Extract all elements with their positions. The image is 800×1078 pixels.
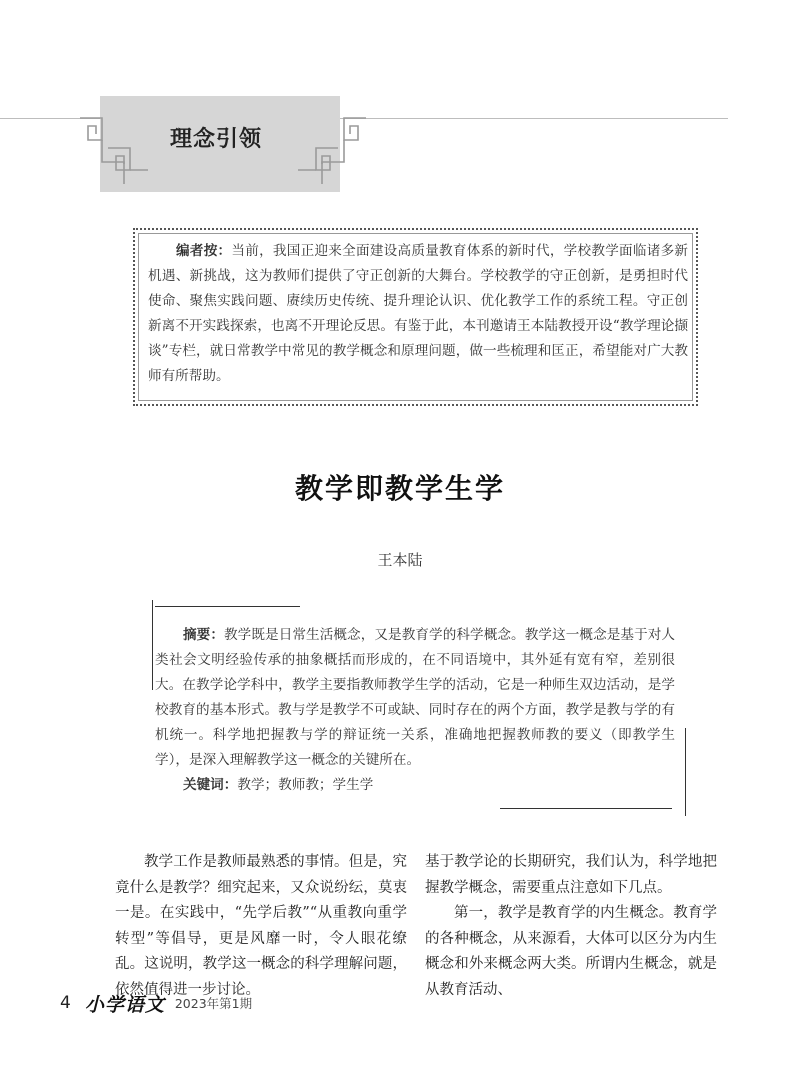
keywords	[183, 773, 373, 793]
article-title: 教学即教学生学	[294, 472, 505, 505]
abstract-rule-right	[685, 728, 686, 816]
abstract-rule-bottom	[500, 808, 672, 809]
editor-note-label: 编者按：	[176, 243, 232, 259]
abstract-label: 摘要：	[183, 627, 225, 643]
fret-ornament-right-icon	[296, 112, 368, 186]
page-footer	[60, 992, 252, 1014]
keywords-label: 关键词：	[183, 777, 238, 793]
keywords-text: 教学；教师教；学生学	[237, 777, 374, 793]
body-paragraph: 第一，教学是教育学的内生概念。教育学的各种概念，从来源看，大体可以区分为内生概念和外来概念两大类。所谓内生概念，就是从教育活动、	[425, 905, 717, 998]
abstract	[155, 623, 675, 773]
fret-ornament-left-icon	[78, 112, 150, 186]
issue-label: 2023年第1期	[174, 996, 253, 1011]
article-author: 王本陆	[377, 551, 423, 569]
body-column-left	[115, 850, 407, 1003]
abstract-rule-top	[155, 606, 300, 607]
column-title: 理念引领	[170, 127, 263, 152]
body-paragraph: 基于教学论的长期研究，我们认为，科学地把握教学概念，需要重点注意如下几点。	[425, 854, 717, 896]
body-column-right	[425, 850, 717, 1003]
editor-note-text: 当前，我国正迎来全面建设高质量教育体系的新时代，学校教学面临诸多新机遇、新挑战，这为教师们提供了守正创新的大舞台。学校教学的守正创新，是勇担时代使命、聚焦实践问题、赓续历史传统、提升理论认识、优化教学工作的系统工程。守正创新离不开实践探索，也离不开理论反思。有鉴于此，本刊邀请王本陆教授开设“教学理论撷谈”专栏，就日常教学中常见的教学概念和原理问题，做一些梳理和匡正，希望能对广大教师有所帮助。	[148, 243, 689, 384]
editor-note	[148, 239, 688, 389]
page-number: 4	[60, 993, 71, 1013]
abstract-text: 教学既是日常生活概念，又是教育学的科学概念。教学这一概念是基于对人类社会文明经验传承的抽象概括而形成的，在不同语境中，其外延有宽有窄，差别很大。在教学论学科中，教学主要指教师教学生学的活动，它是一种师生双边活动，是学校教育的基本形式。教与学是教学不可或缺、同时存在的两个方面，教学是教与学的有机统一。科学地把握教与学的辩证统一关系，准确地把握教师教的要义（即教学生学），是深入理解教学这一概念的关键所在。	[155, 627, 676, 768]
abstract-rule-left	[152, 600, 153, 690]
body-paragraph: 教学工作是教师最熟悉的事情。但是，究竟什么是教学？细究起来，又众说纷纭，莫衷一是。在实践中，“先学后教”“从重教向重学转型”等倡导，更是风靡一时，令人眼花缭乱。这说明，教学这一概念的科学理解问题，依然值得进一步讨论。	[115, 854, 407, 998]
journal-logo: 小学语文	[84, 993, 165, 1016]
